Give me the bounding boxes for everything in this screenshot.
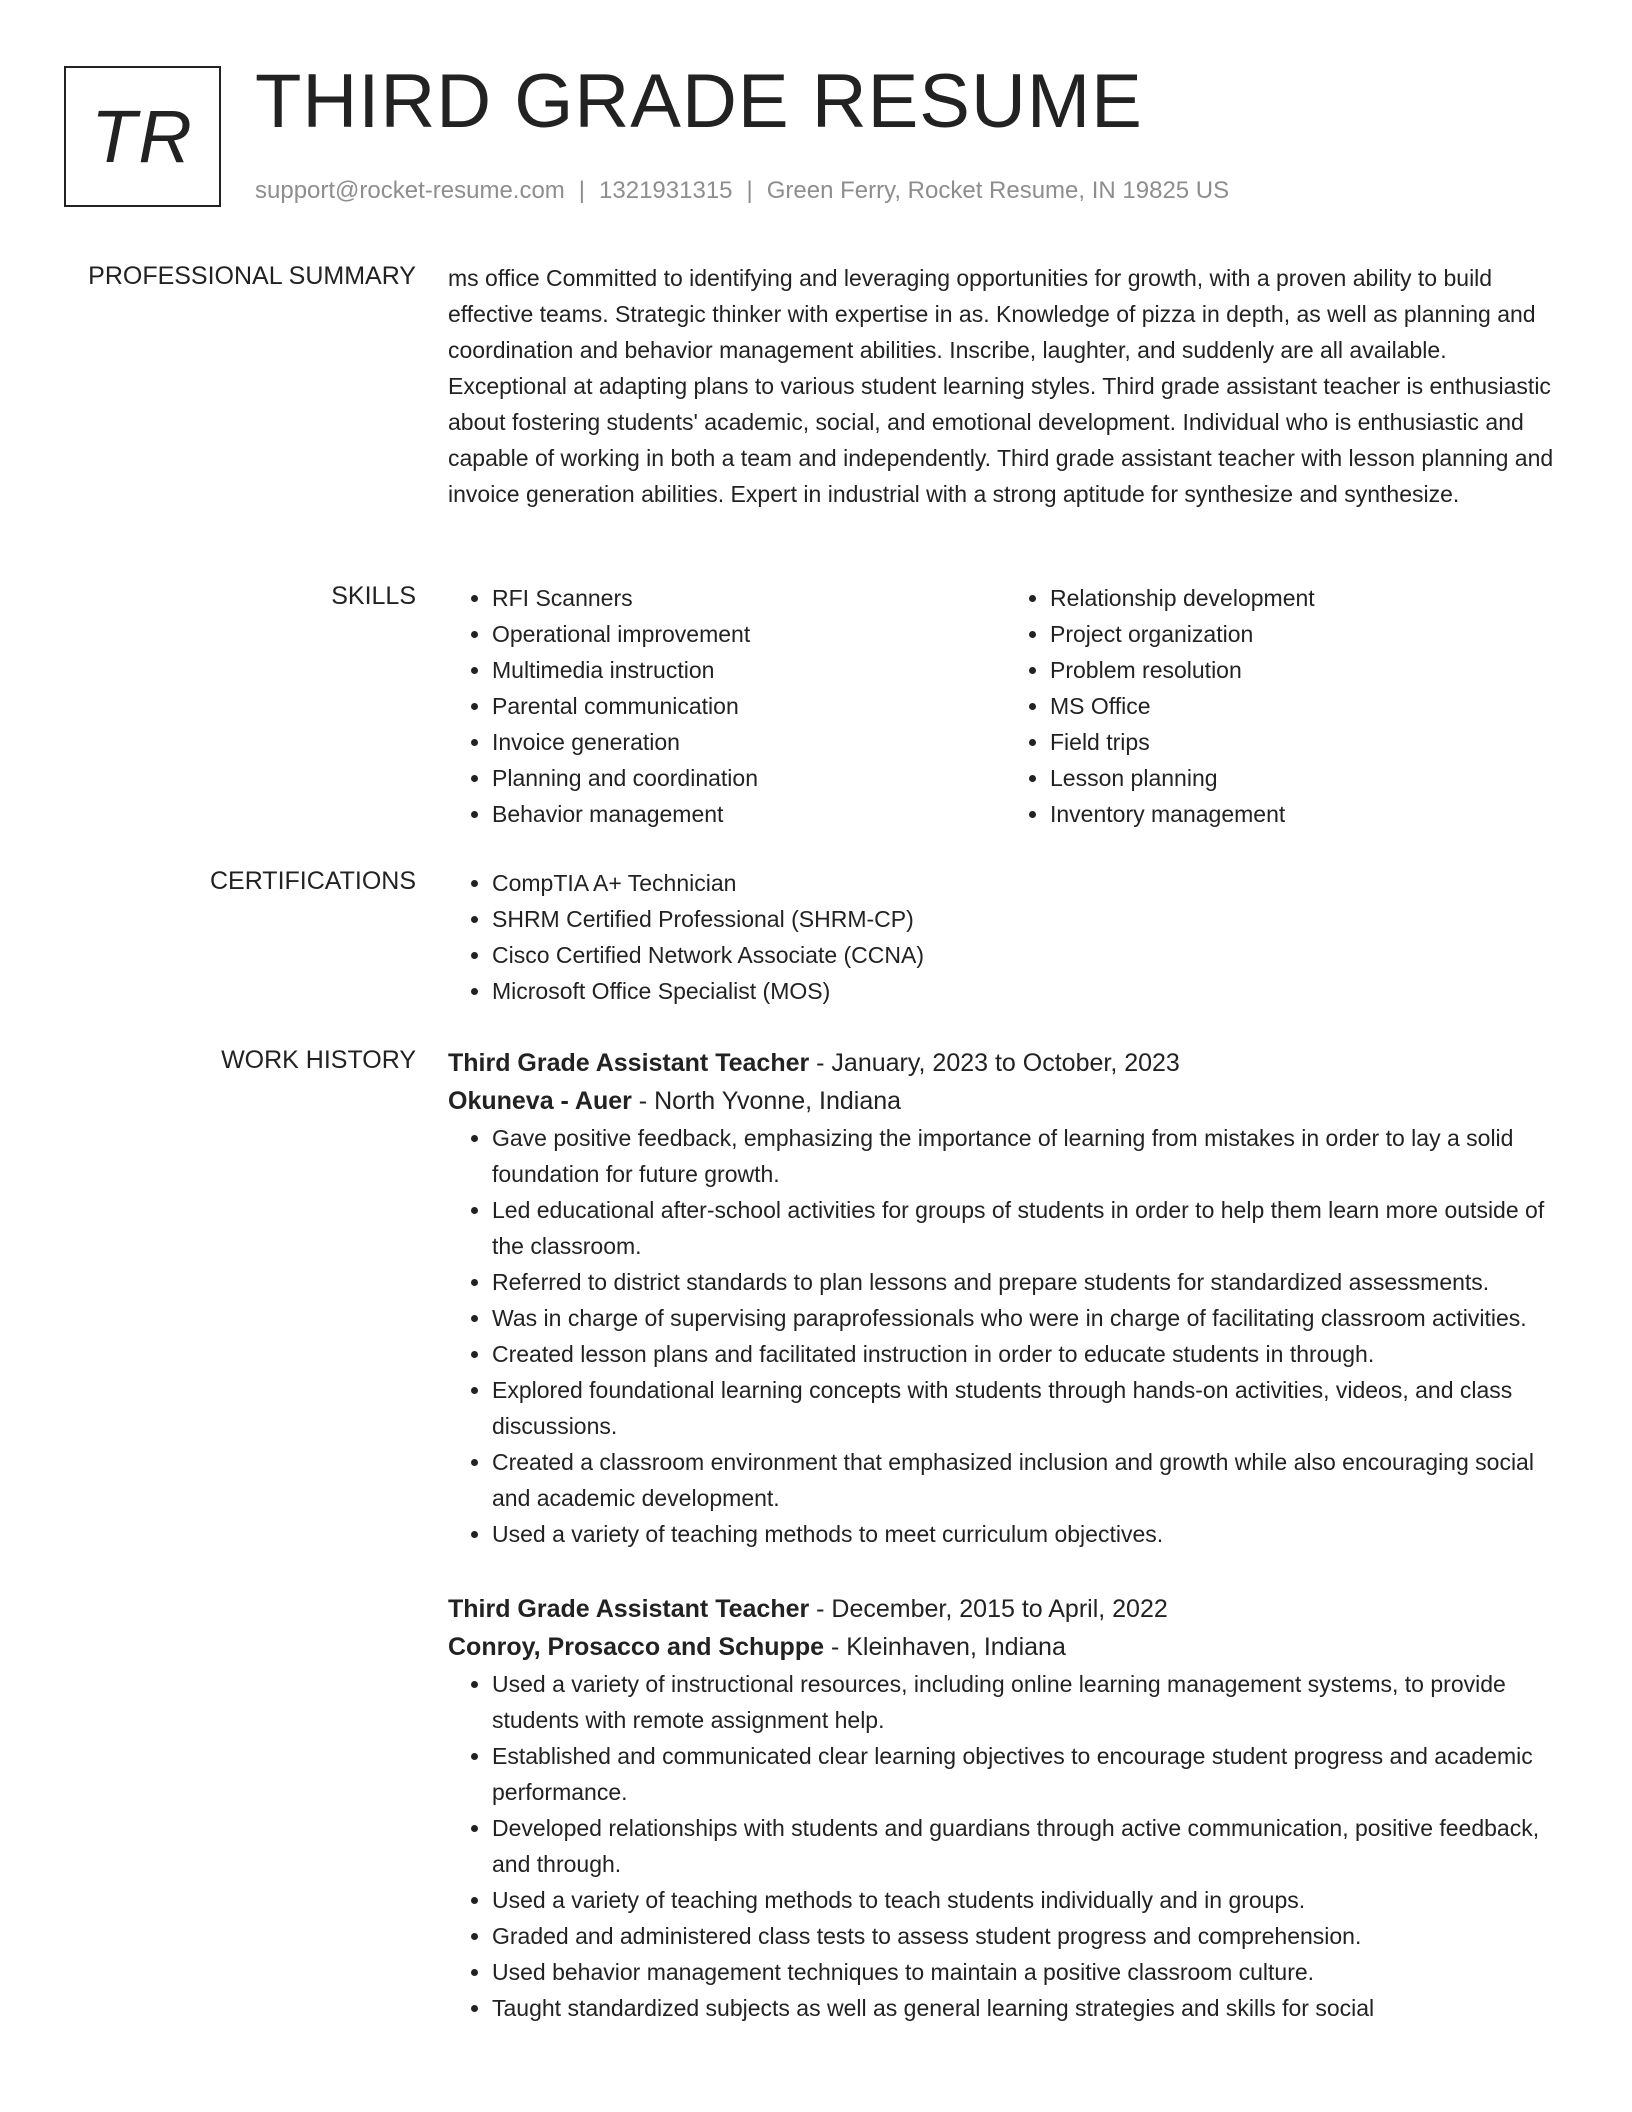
job-bullet: • Established and communicated clear learning objectives to encourage student progress and academic performance.: [492, 1738, 1564, 1810]
contact-line: [255, 176, 1229, 206]
skills-list-right: [1006, 580, 1564, 832]
job-entry: [448, 1044, 1564, 1552]
summary-label: PROFESSIONAL SUMMARY: [88, 262, 416, 290]
resume-name: THIRD GRADE RESUME: [255, 59, 1143, 144]
skill-item: • Inventory management: [1050, 796, 1564, 832]
skill-item: • Planning and coordination: [492, 760, 1006, 796]
certification-item: • Cisco Certified Network Associate (CCNA): [492, 937, 1564, 973]
job-bullet: • Graded and administered class tests to assess student progress and comprehension.: [492, 1918, 1564, 1954]
skill-item: • Parental communication: [492, 688, 1006, 724]
job-entry: [448, 1590, 1564, 2026]
job-company-line: [448, 1082, 1564, 1120]
skill-item: • Behavior management: [492, 796, 1006, 832]
job-bullet-list: [448, 1666, 1564, 2026]
job-title: Third Grade Assistant Teacher: [448, 1595, 810, 1623]
contact-phone: 1321931315: [599, 177, 733, 204]
contact-separator: |: [578, 177, 586, 204]
contact-address: Green Ferry, Rocket Resume, IN 19825 US: [766, 177, 1230, 204]
job-title-line: [448, 1590, 1564, 1628]
job-title: Third Grade Assistant Teacher: [448, 1049, 810, 1077]
job-dates: - January, 2023 to October, 2023: [809, 1049, 1180, 1077]
skills-label: SKILLS: [331, 582, 416, 610]
work-history-body: [448, 1044, 1564, 2026]
skill-item: • Multimedia instruction: [492, 652, 1006, 688]
skill-item: • MS Office: [1050, 688, 1564, 724]
job-bullet: • Was in charge of supervising paraprofessionals who were in charge of facilitating classroom activities.: [492, 1300, 1564, 1336]
certification-item: • Microsoft Office Specialist (MOS): [492, 973, 1564, 1009]
job-bullet: • Explored foundational learning concepts with students through hands-on activities, videos, and class discussions.: [492, 1372, 1564, 1444]
job-dates: - December, 2015 to April, 2022: [809, 1595, 1168, 1623]
certifications-label: CERTIFICATIONS: [209, 867, 416, 895]
certification-item: • SHRM Certified Professional (SHRM-CP): [492, 901, 1564, 937]
skills-list-left: [448, 580, 1006, 832]
job-bullet: • Used behavior management techniques to maintain a positive classroom culture.: [492, 1954, 1564, 1990]
job-bullet-list: [448, 1120, 1564, 1552]
job-bullet: • Used a variety of teaching methods to meet curriculum objectives.: [492, 1516, 1564, 1552]
skill-item: • Project organization: [1050, 616, 1564, 652]
certification-item: • CompTIA A+ Technician: [492, 865, 1564, 901]
job-location: - North Yvonne, Indiana: [631, 1087, 902, 1115]
skill-item: • Invoice generation: [492, 724, 1006, 760]
job-title-line: [448, 1044, 1564, 1082]
job-bullet: • Created lesson plans and facilitated instruction in order to educate students in through.: [492, 1336, 1564, 1372]
summary-text: ms office Committed to identifying and leveraging opportunities for growth, with a proven ability to build effective teams. Strategic thinker with expertise in as. Knowledge of pizza in depth, as well as planning and coordination and behavior management abilities. Inscribe, laughter, and suddenly are all available. Exceptional at adapting plans to various student learning styles. Third grade assistant teacher is enthusiastic about fostering students' academic, social, and emotional development. Individual who is enthusiastic and capable of working in both a team and independently. Third grade assistant teacher with lesson planning and invoice generation abilities. Expert in industrial with a strong aptitude for synthesize and synthesize.: [448, 265, 1554, 507]
skill-item: • Problem resolution: [1050, 652, 1564, 688]
skills-body: [448, 580, 1564, 832]
work-history-label: WORK HISTORY: [221, 1046, 416, 1074]
job-bullet: • Referred to district standards to plan lessons and prepare students for standardized assessments.: [492, 1264, 1564, 1300]
job-bullet: • Developed relationships with students and guardians through active communication, positive feedback, and through.: [492, 1810, 1564, 1882]
job-bullet: • Led educational after-school activities for groups of students in order to help them learn more outside of the classroom.: [492, 1192, 1564, 1264]
skill-item: • Field trips: [1050, 724, 1564, 760]
job-bullet: • Used a variety of instructional resources, including online learning management systems, to provide students with remote assignment help.: [492, 1666, 1564, 1738]
job-location: - Kleinhaven, Indiana: [824, 1633, 1066, 1661]
job-company-line: [448, 1628, 1564, 1666]
skill-item: • RFI Scanners: [492, 580, 1006, 616]
contact-email: support@rocket-resume.com: [255, 177, 565, 204]
job-bullet: • Created a classroom environment that emphasized inclusion and growth while also encouraging social and academic development.: [492, 1444, 1564, 1516]
contact-separator: |: [746, 177, 753, 204]
job-bullet: • Taught standardized subjects as well as general learning strategies and skills for social: [492, 1990, 1564, 2026]
monogram-logo: TR: [64, 66, 221, 207]
certifications-body: [448, 865, 1564, 1009]
job-bullet: • Gave positive feedback, emphasizing the importance of learning from mistakes in order to lay a solid foundation for future growth.: [492, 1120, 1564, 1192]
skill-item: • Relationship development: [1050, 580, 1564, 616]
skill-item: • Operational improvement: [492, 616, 1006, 652]
job-company: Okuneva - Auer: [448, 1087, 632, 1115]
job-bullet: • Used a variety of teaching methods to teach students individually and in groups.: [492, 1882, 1564, 1918]
skill-item: • Lesson planning: [1050, 760, 1564, 796]
job-company: Conroy, Prosacco and Schuppe: [448, 1633, 825, 1661]
certifications-list: [448, 865, 1564, 1009]
